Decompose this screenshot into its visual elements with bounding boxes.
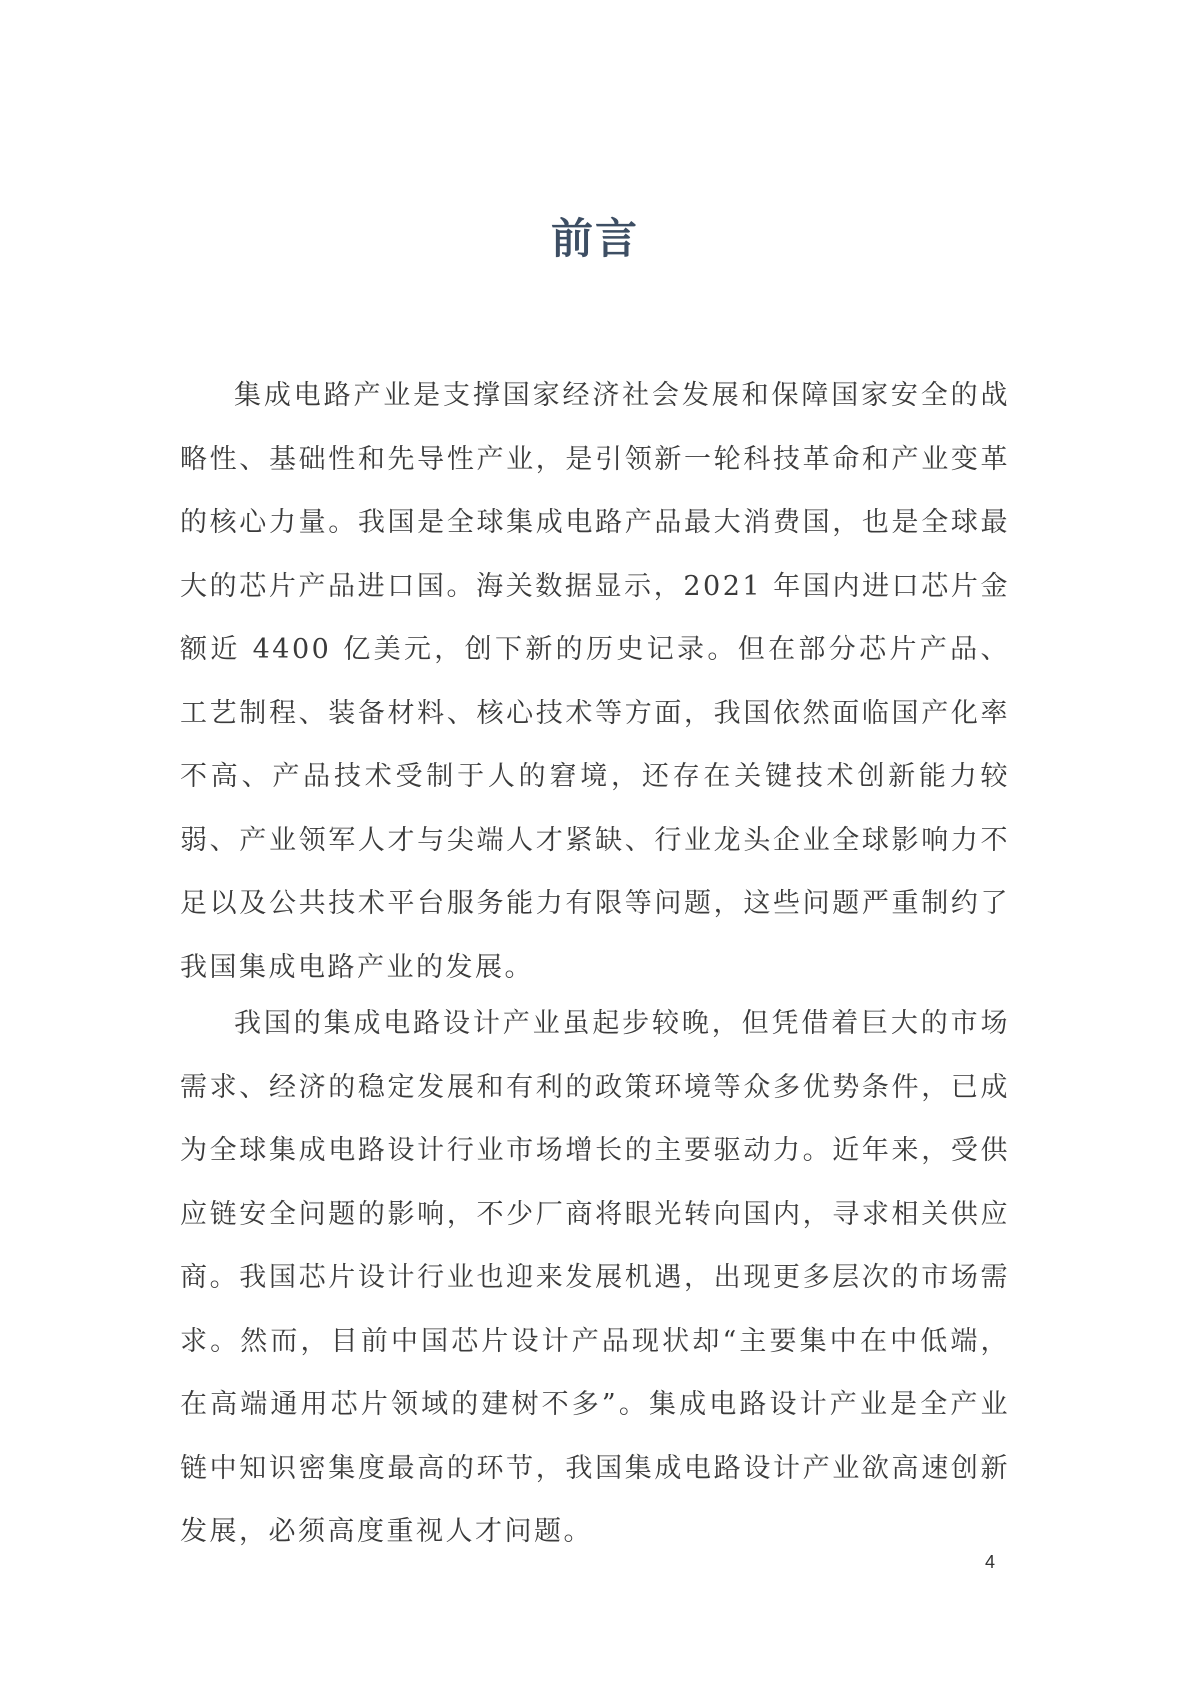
page-number: 4: [985, 1552, 996, 1572]
paragraph-design-industry: 我国的集成电路设计产业虽起步较晚，但凭借着巨大的市场需求、经济的稳定发展和有利的政策环境等众多优势条件，已成为全球集成电路设计行业市场增长的主要驱动力。近年来，受供应链安全问题的影响，不少厂商将眼光转向国内，寻求相关供应商。我国芯片设计行业也迎来发展机遇，出现更多层次的市场需求。然而，目前中国芯片设计产品现状却“主要集中在中低端，在高端通用芯片领域的建树不多”。集成电路设计产业是全产业链中知识密集度最高的环节，我国集成电路设计产业欲高速创新发展，必须高度重视人才问题。: [180, 1008, 1010, 1547]
page-title: 前言: [550, 214, 639, 263]
paragraph-intro: 集成电路产业是支撑国家经济社会发展和保障国家安全的战略性、基础性和先导性产业，是引领新一轮科技革命和产业变革的核心力量。我国是全球集成电路产品最大消费国，也是全球最大的芯片产品进口国。海关数据显示，2021 年国内进口芯片金额近 4400 亿美元，创下新的历史记录。但在部分芯片产品、工艺制程、装备材料、核心技术等方面，我国依然面临国产化率不高、产品技术受制于人的窘境，还存在关键技术创新能力较弱、产业领军人才与尖端人才紧缺、行业龙头企业全球影响力不足以及公共技术平台服务能力有限等问题，这些问题严重制约了我国集成电路产业的发展。: [180, 380, 1010, 983]
